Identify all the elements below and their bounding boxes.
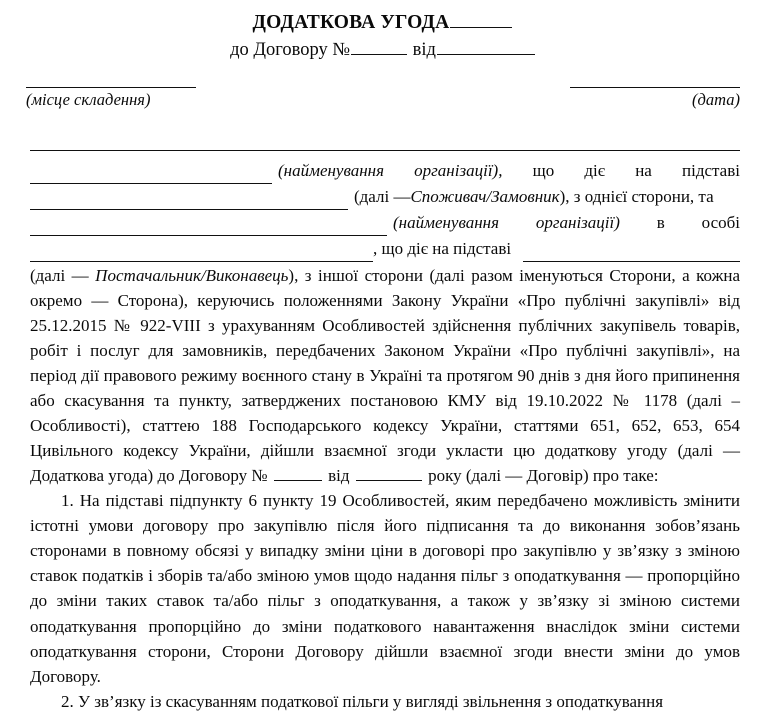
row3-word-2: особі <box>701 213 740 232</box>
representative-blank[interactable] <box>30 241 373 262</box>
row1-word-3: на <box>635 161 652 181</box>
row3-caption-mid: організації) <box>535 213 620 232</box>
row4-text: , що діє на підставі <box>373 238 512 258</box>
document-title-text: ДОДАТКОВА УГОДА <box>252 11 450 33</box>
intro-contract-date-blank[interactable] <box>356 465 422 482</box>
date-rule[interactable] <box>570 87 740 88</box>
contract-number-blank[interactable] <box>351 37 407 55</box>
top-full-rule[interactable] <box>30 150 740 151</box>
clause-1-paragraph: 1. На підставі підпункту 6 пункту 19 Особливостей, яким передбачено можливість змінити істотні умови договору про закупівлю після його підписання та до виконання зобов’язань сторонами в повному обсязі у випадку зміни ціни в договорі про закупівлю у зв’язку з зміною ставок податків і зборів та/або зміною умов щодо надання пільг з оподаткування — пропорційно до зміни таких ставок та/або пільг з оподаткування, а також у зв’язку зі зміною системи оподаткування пропорційно до зміни податкового навантаження внаслідок зміни системи оподаткування сторони, Сторони Договору дійшли взаємної згоди внести зміни до умов Договору. <box>30 491 740 686</box>
party-row-2-text <box>348 185 740 210</box>
party-row-1-text <box>272 159 740 184</box>
row1-caption-mid: організації), <box>414 161 503 181</box>
place-caption: (місце складення) <box>26 90 151 110</box>
contract-date-blank[interactable] <box>437 37 535 55</box>
parties-form-block <box>0 150 766 261</box>
consumer-customer-label: Споживач/Замовник <box>410 187 560 207</box>
page-title <box>0 9 766 35</box>
date-of-signing-field <box>540 87 740 110</box>
basis-blank-1[interactable] <box>30 189 348 210</box>
document-body <box>0 263 766 714</box>
party-row-3-text <box>387 211 740 236</box>
place-date-row <box>0 87 766 131</box>
document-subtitle <box>0 37 766 62</box>
date-caption: (дата) <box>692 90 740 110</box>
party-row-2 <box>30 185 740 210</box>
party-row-3 <box>30 211 740 236</box>
supplier-contractor-label: Постачальник/Виконавець <box>95 265 289 285</box>
row1-caption-left: (найменування <box>278 161 385 181</box>
row3-word-1: в <box>656 213 665 232</box>
organization-name-blank-2[interactable] <box>30 215 387 236</box>
subtitle-mid: від <box>412 40 436 61</box>
title-number-blank[interactable] <box>450 9 512 28</box>
place-of-signing-field <box>26 87 226 110</box>
intro-part-3: від <box>323 466 354 486</box>
title-block <box>0 0 766 62</box>
place-rule[interactable] <box>26 87 196 88</box>
row1-word-4: підставі <box>682 161 740 181</box>
row2-prefix: (далі — <box>354 187 411 207</box>
row1-word-1: що <box>532 161 555 181</box>
subtitle-prefix: до Договору № <box>230 40 350 61</box>
intro-paragraph <box>30 263 740 489</box>
row2-suffix: ), з однієї сторони, та <box>559 187 714 207</box>
row3-caption-left: (найменування <box>393 213 500 232</box>
organization-name-blank-1[interactable] <box>30 164 272 185</box>
party-row-4 <box>30 237 740 262</box>
intro-part-4: року (далі — Договір) про таке: <box>423 466 659 486</box>
party-row-1 <box>30 159 740 184</box>
intro-part-2: ), з іншої сторони (далі разом іменуються Сторони, а кожна окремо — Сторона), керуючись положеннями Закону України «Про публічні закупівлі» від 25.12.2015 № 922-VIII з урахуванням Особливостей здійснення публічних закупівель товарів, робіт і послуг для замовників, передбачених Законом України «Про публічні закупівлі», на період дії правового режиму воєнного стану в Україні та протягом 90 днів з дня його припинення або скасування та пункту, затверджених постановою КМУ від 19.10.2022 № 1178 (далі – Особливості), статтею 188 Господарського кодексу України, статтями 651, 652, 653, 654 Цивільного кодексу України, дійшли взаємної згоди укласти цю додаткову угоду (далі — Додаткова угода) до Договору № <box>30 265 740 486</box>
row1-word-2: діє <box>584 161 606 181</box>
intro-contract-number-blank[interactable] <box>274 465 322 482</box>
basis-blank-2[interactable] <box>523 241 740 262</box>
intro-part-1: (далі — <box>30 265 96 285</box>
clause-2-paragraph: 2. У зв’язку із скасуванням податкової пільги у вигляді звільнення з оподаткування <box>61 691 664 711</box>
